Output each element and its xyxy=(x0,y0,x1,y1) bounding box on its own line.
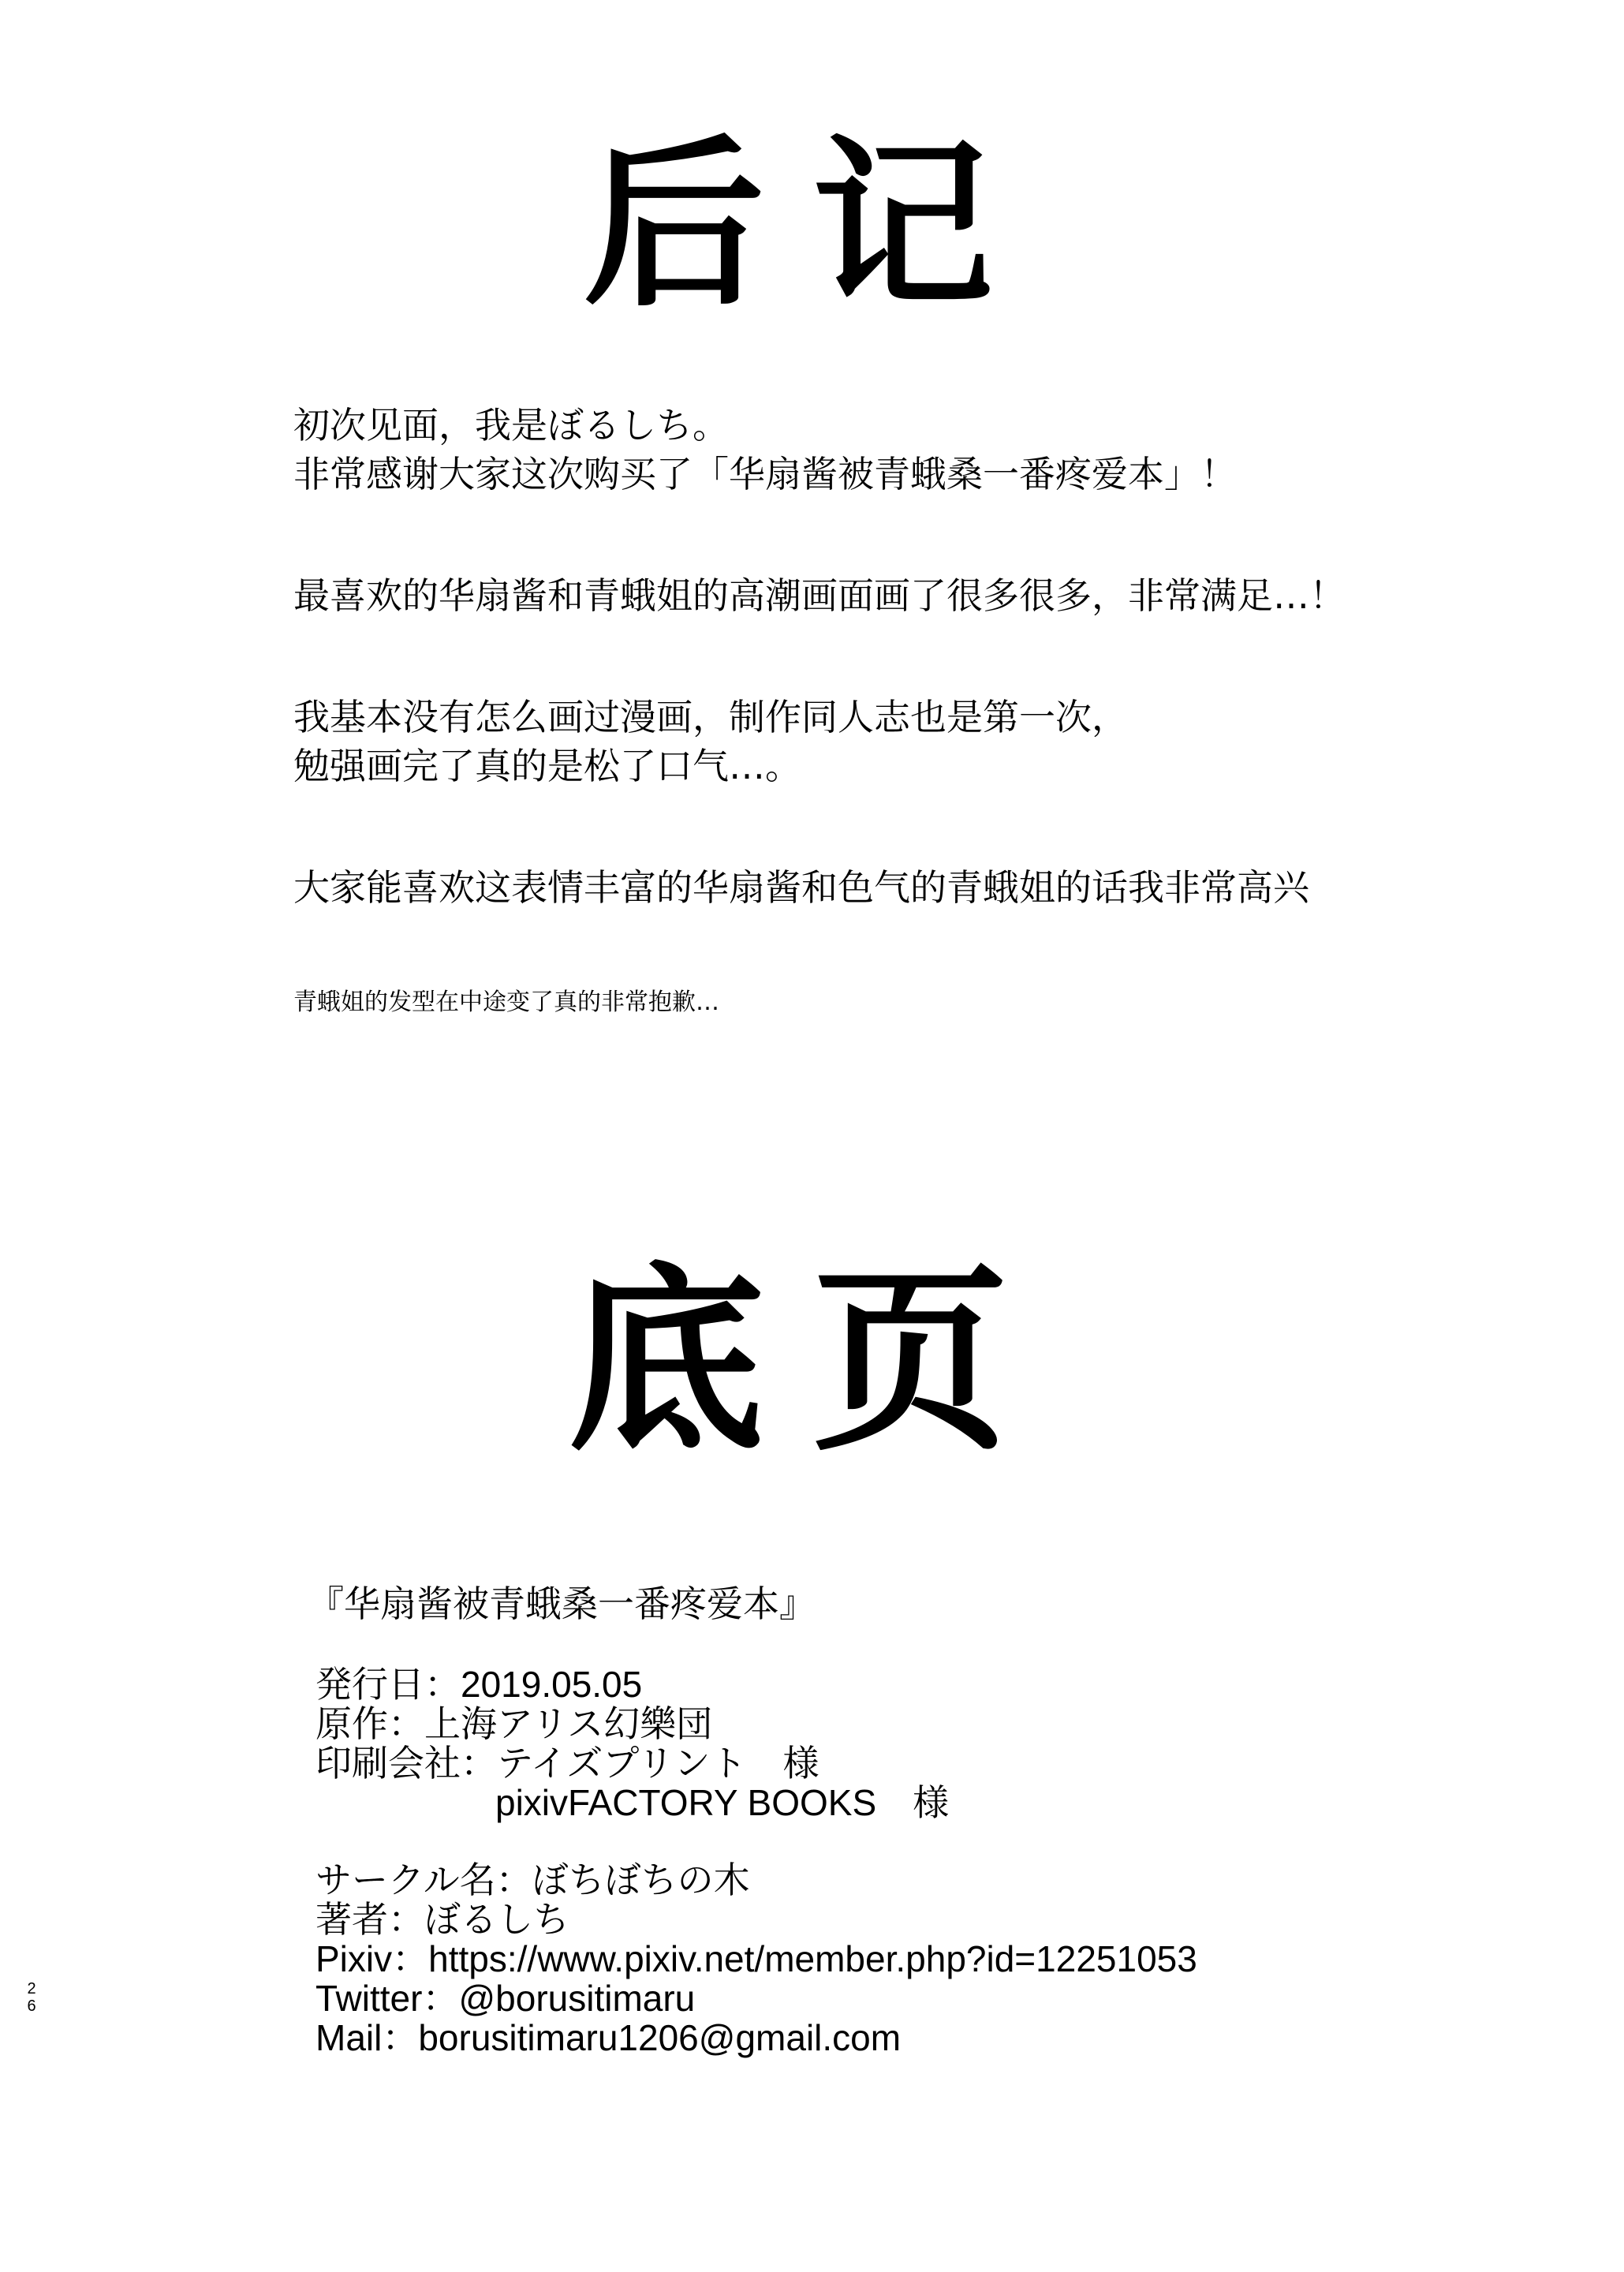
circle-name: サークル名：ぼちぼちの木 xyxy=(315,1859,750,1900)
mail-address: Mail：borusitimaru1206@gmail.com xyxy=(315,2017,902,2058)
afterword-body xyxy=(293,401,1555,1018)
afterword-line-relief: 勉强画完了真的是松了口气…。 xyxy=(293,745,801,787)
afterword-line-first-time: 我基本没有怎么画过漫画，制作同人志也是第一次， xyxy=(293,696,1128,738)
page-number-digit-1: 2 xyxy=(27,1980,36,1997)
colophon-spacer xyxy=(315,1822,1593,1860)
afterword-line-favorite: 最喜欢的华扇酱和青蛾姐的高潮画面画了很多很多，非常满足…！ xyxy=(293,574,1346,617)
afterword-note: 青蛾姐的发型在中途变了真的非常抱歉… xyxy=(293,988,719,1016)
afterword-title: 后记 xyxy=(583,118,1041,331)
twitter-handle: Twitter：@borusitimaru xyxy=(315,1978,696,2019)
colophon-title: 底页 xyxy=(567,1245,1057,1477)
original-work: 原作：上海アリス幻樂団 xyxy=(315,1703,713,1744)
page-number xyxy=(24,1980,39,2015)
afterword-line-thanks: 非常感谢大家这次购买了「华扇酱被青蛾桑一番疼爱本」！ xyxy=(293,453,1237,495)
afterword-line-greeting: 初次见面，我是ぼるしち。 xyxy=(293,404,729,447)
author: 著者：ぼるしち xyxy=(315,1899,569,1940)
page-number-digit-2: 6 xyxy=(27,1997,36,2015)
colophon-details xyxy=(308,1583,1593,2058)
afterword-line-hope: 大家能喜欢这表情丰富的华扇酱和色气的青蛾姐的话我非常高兴 xyxy=(293,866,1309,909)
book-title: 『华扇酱被青蛾桑一番疼爱本』 xyxy=(308,1583,816,1624)
pixiv-link: Pixiv：https://www.pixiv.net/member.php?id=12251053 xyxy=(315,1938,1197,1979)
release-date: 発行日：2019.05.05 xyxy=(315,1664,643,1705)
printer-2: pixivFACTORY BOOKS 様 xyxy=(495,1782,950,1823)
printer-1: 印刷会社：テイズプリント 様 xyxy=(315,1743,819,1784)
